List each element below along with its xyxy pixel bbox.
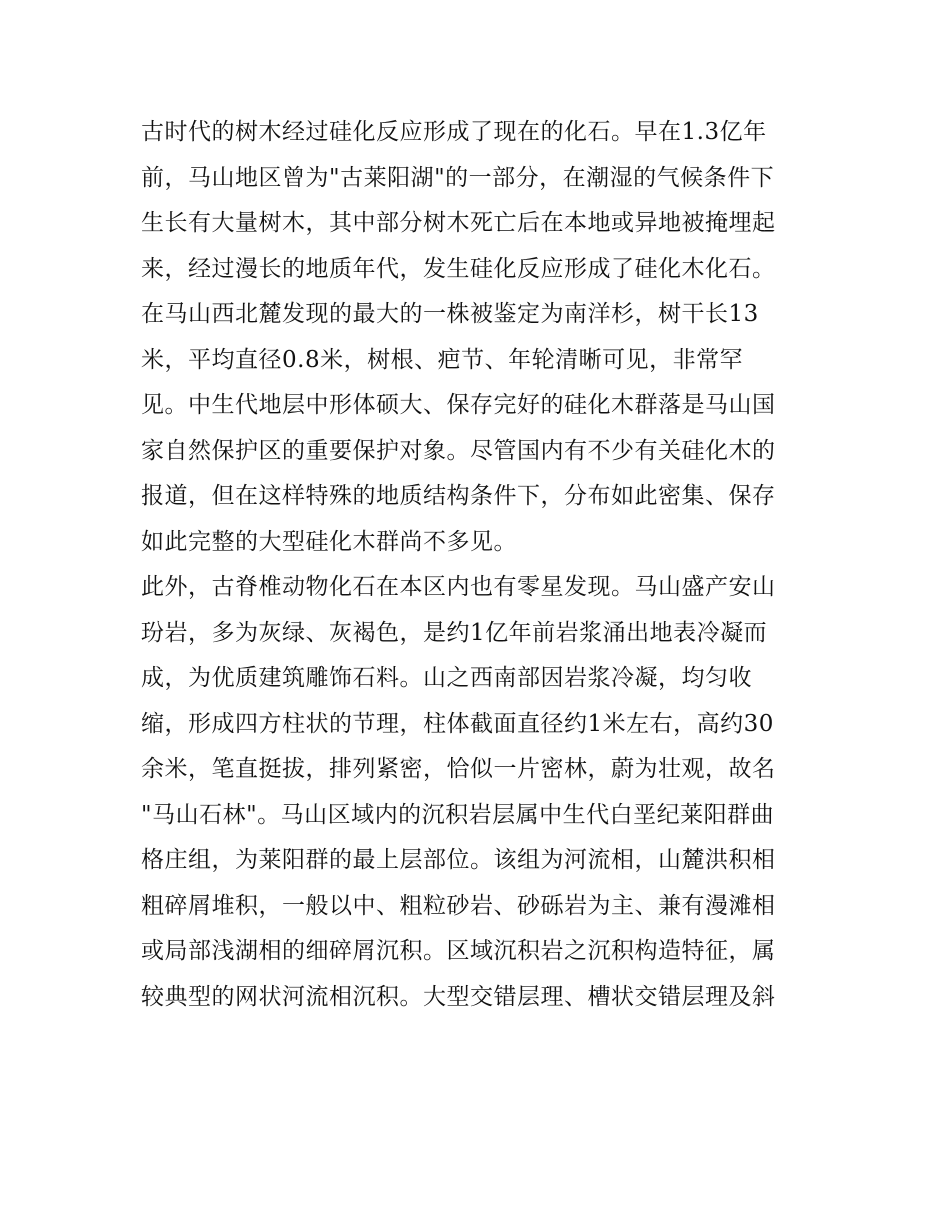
text-line: 缩，形成四方柱状的节理，柱体截面直径约1米左右，高约30 xyxy=(141,710,774,737)
text-line: 古时代的树木经过硅化反应形成了现在的化石。早在1.3亿年 xyxy=(141,119,767,145)
text-line: 成，为优质建筑雕饰石料。山之西南部因岩浆冷凝，均匀收 xyxy=(141,665,752,691)
text-line: 来，经过漫长的地质年代，发生硅化反应形成了硅化木化石。 xyxy=(141,255,776,282)
text-line: 此外，古脊椎动物化石在本区内也有零星发现。马山盛产安山 xyxy=(141,574,776,600)
text-line: "马山石林"。马山区域内的沉积岩层属中生代白垩纪莱阳群曲 xyxy=(141,801,775,828)
text-line: 较典型的网状河流相沉积。大型交错层理、槽状交错层理及斜 xyxy=(141,983,776,1010)
text-line: 生长有大量树木，其中部分树木死亡后在本地或异地被掩埋起 xyxy=(141,210,776,236)
text-line: 报道，但在这样特殊的地质结构条件下，分布如此密集、保存 xyxy=(141,483,776,509)
body-text xyxy=(141,110,821,1020)
text-line: 米，平均直径0.8米，树根、疤节、年轮清晰可见，非常罕 xyxy=(141,346,744,373)
paragraph-stone-forest xyxy=(141,565,821,1020)
text-line: 见。中生代地层中形体硕大、保存完好的硅化木群落是马山国 xyxy=(141,392,776,418)
text-line: 粗碎屑堆积，一般以中、粗粒砂岩、砂砾岩为主、兼有漫滩相 xyxy=(141,892,776,919)
text-line: 前，马山地区曾为"古莱阳湖"的一部分，在潮湿的气候条件下 xyxy=(141,164,775,191)
text-line: 玢岩，多为灰绿、灰褐色，是约1亿年前岩浆涌出地表冷凝而 xyxy=(141,619,768,646)
text-line: 在马山西北麓发现的最大的一株被鉴定为南洋杉，树干长13 xyxy=(141,301,759,327)
text-line: 家自然保护区的重要保护对象。尽管国内有不少有关硅化木的 xyxy=(141,437,776,464)
text-line: 如此完整的大型硅化木群尚不多见。 xyxy=(141,528,517,555)
text-line: 或局部浅湖相的细碎屑沉积。区域沉积岩之沉积构造特征，属 xyxy=(141,938,776,964)
text-line: 余米，笔直挺拔，排列紧密，恰似一片密林，蔚为壮观，故名 xyxy=(141,756,776,782)
text-line: 格庄组，为莱阳群的最上层部位。该组为河流相，山麓洪积相 xyxy=(141,847,776,873)
paragraph-silicified-wood xyxy=(141,110,821,565)
